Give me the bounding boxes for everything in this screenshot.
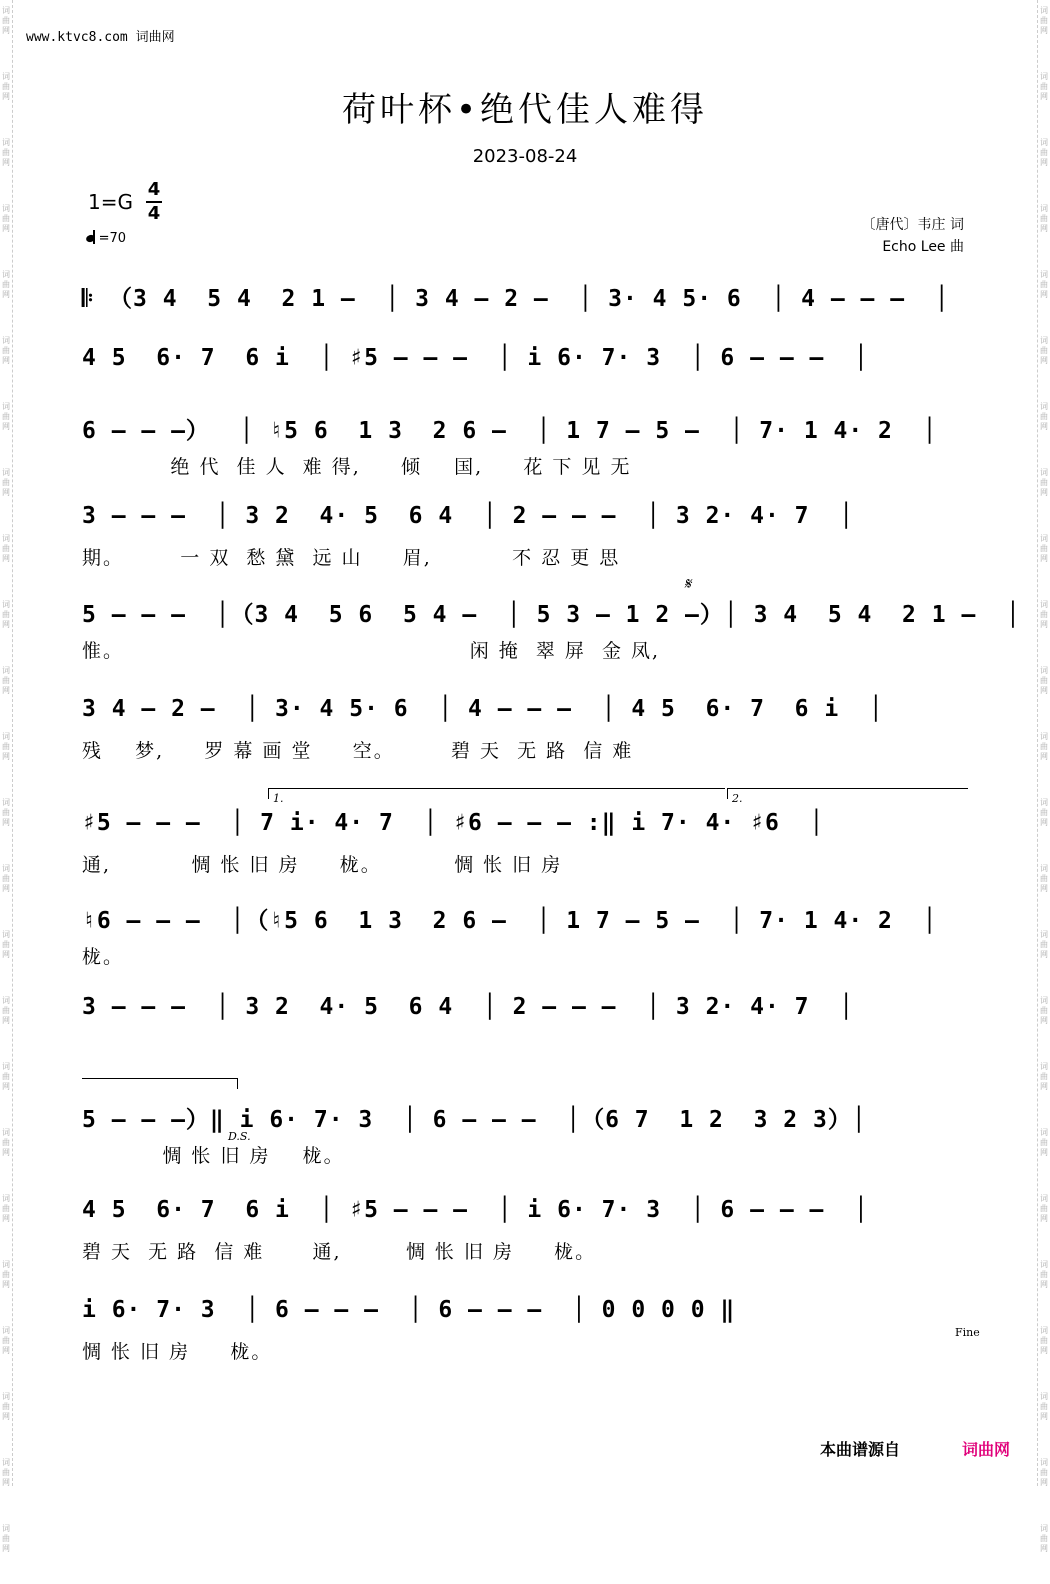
score-row	[82, 1197, 968, 1237]
volta-1-label: 1.	[273, 792, 284, 805]
notes-line: 𝄆 （3 4 5 4 2 1 – │ 3 4 – 2 – │ 3· 4 5· 6 │ 4 – – – │	[82, 286, 950, 312]
lyrics-line: 惆 怅 旧 房 栊。	[82, 1341, 273, 1363]
notes-line: i 6· 7· 3 │ 6 – – – │ 6 – – – │ 0 0 0 0 ‖	[82, 1297, 736, 1323]
score-row	[82, 696, 968, 736]
lyrics-line: 绝 代 佳 人 难 得, 倾 国, 花 下 见 无	[82, 456, 632, 478]
score-row	[82, 1101, 968, 1141]
notes-line: 4 5 6· 7 6 i │ ♯5 – – – │ i 6· 7· 3 │ 6 – – – │	[82, 1197, 869, 1223]
side-watermark: 词曲网 词曲网 词曲网 词曲网 词曲网 词曲网 词曲网 词曲网 词曲网 词曲网 词曲网 词曲网 词曲网 词曲网 词曲网 词曲网 词曲网 词曲网 词曲网 词曲网 词曲网 词曲网 词曲网 词曲网	[1040, 6, 1048, 1553]
lyrics-line: 通, 惆 怅 旧 房 栊。 惆 怅 旧 房	[82, 854, 563, 876]
song-title: 荷叶杯•绝代佳人难得	[341, 90, 709, 130]
score-row	[82, 412, 968, 452]
side-watermark: 词曲网 词曲网 词曲网 词曲网 词曲网 词曲网 词曲网 词曲网 词曲网 词曲网 词曲网 词曲网 词曲网 词曲网 词曲网 词曲网 词曲网 词曲网 词曲网 词曲网 词曲网 词曲网 词曲网 词曲网	[2, 6, 10, 1553]
notes-line: 4 5 6· 7 6 i │ ♯5 – – – │ i 6· 7· 3 │ 6 – – – │	[82, 345, 869, 371]
notes-line: ♯5 – – – │ 7 i· 4· 7 │ ♯6 – – – :‖ i 7· 4· ♯6 │	[82, 810, 825, 836]
score-row	[82, 994, 968, 1034]
footer-source: 本曲谱源自	[819, 1440, 900, 1459]
segno-sign: 𝄋	[684, 574, 691, 593]
volta-2-label: 2.	[732, 792, 743, 805]
lyrics-line: 残 梦, 罗 幕 画 堂 空。 碧 天 无 路 信 难	[82, 740, 634, 762]
composer-credit: Echo Lee 曲	[882, 239, 964, 255]
ds-label: D.S.	[228, 1130, 251, 1143]
tempo-marking: =70	[86, 230, 126, 246]
notes-line: 5 – – –）‖ i 6· 7· 3 │ 6 – – – │（6 7 1 2 3 2 3）│	[82, 1107, 867, 1133]
lyrics-line: 期。 一 双 愁 黛 远 山 眉, 不 忍 更 思	[82, 547, 621, 569]
notes-line: 6 – – –） │ ♮5 6 1 3 2 6 – │ 1 7 – 5 – │ 7· 1 4· 2 │	[82, 418, 938, 444]
score-row	[82, 810, 968, 850]
volta-1-bracket	[268, 788, 725, 799]
key-signature: 1=G	[88, 190, 133, 214]
score-row	[82, 345, 968, 385]
lyrics-line: 碧 天 无 路 信 难 通, 惆 怅 旧 房 栊。	[82, 1241, 597, 1263]
fine-label: Fine	[955, 1326, 980, 1339]
notes-line: ♮6 – – – │（♮5 6 1 3 2 6 – │ 1 7 – 5 – │ 7· 1 4· 2 │	[82, 908, 938, 934]
quarter-note-icon	[85, 234, 96, 244]
lyrics-line: 惟。 闲 掩 翠 屏 金 凤,	[82, 640, 661, 662]
lyrics-line: 栊。	[82, 946, 125, 968]
song-date: 2023-08-24	[472, 146, 578, 167]
footer-brand: 词曲网	[961, 1440, 1010, 1459]
volta-2-bracket	[727, 788, 968, 799]
notes-line: 5 – – – │（3 4 5 6 5 4 – │ 5 3 – 1 2 –）│ 3 4 5 4 2 1 – │	[82, 602, 1021, 628]
notes-line: 3 4 – 2 – │ 3· 4 5· 6 │ 4 – – – │ 4 5 6· 7 6 i │	[82, 696, 884, 722]
notes-line: 3 – – – │ 3 2 4· 5 6 4 │ 2 – – – │ 3 2· 4· 7 │	[82, 503, 855, 529]
notes-line: 3 – – – │ 3 2 4· 5 6 4 │ 2 – – – │ 3 2· 4· 7 │	[82, 994, 855, 1020]
score-row	[82, 280, 968, 320]
time-signature: 4 4	[147, 179, 161, 224]
site-url: www.ktvc8.com 词曲网	[26, 30, 175, 45]
score-row	[82, 902, 968, 942]
score-row	[82, 503, 968, 543]
lyricist-credit: 〔唐代〕韦庄 词	[861, 217, 964, 233]
lyrics-line: 惆 怅 旧 房 栊。	[82, 1145, 345, 1167]
score-row	[82, 1297, 968, 1337]
score-row	[82, 596, 1021, 636]
ds-bracket	[82, 1078, 238, 1089]
